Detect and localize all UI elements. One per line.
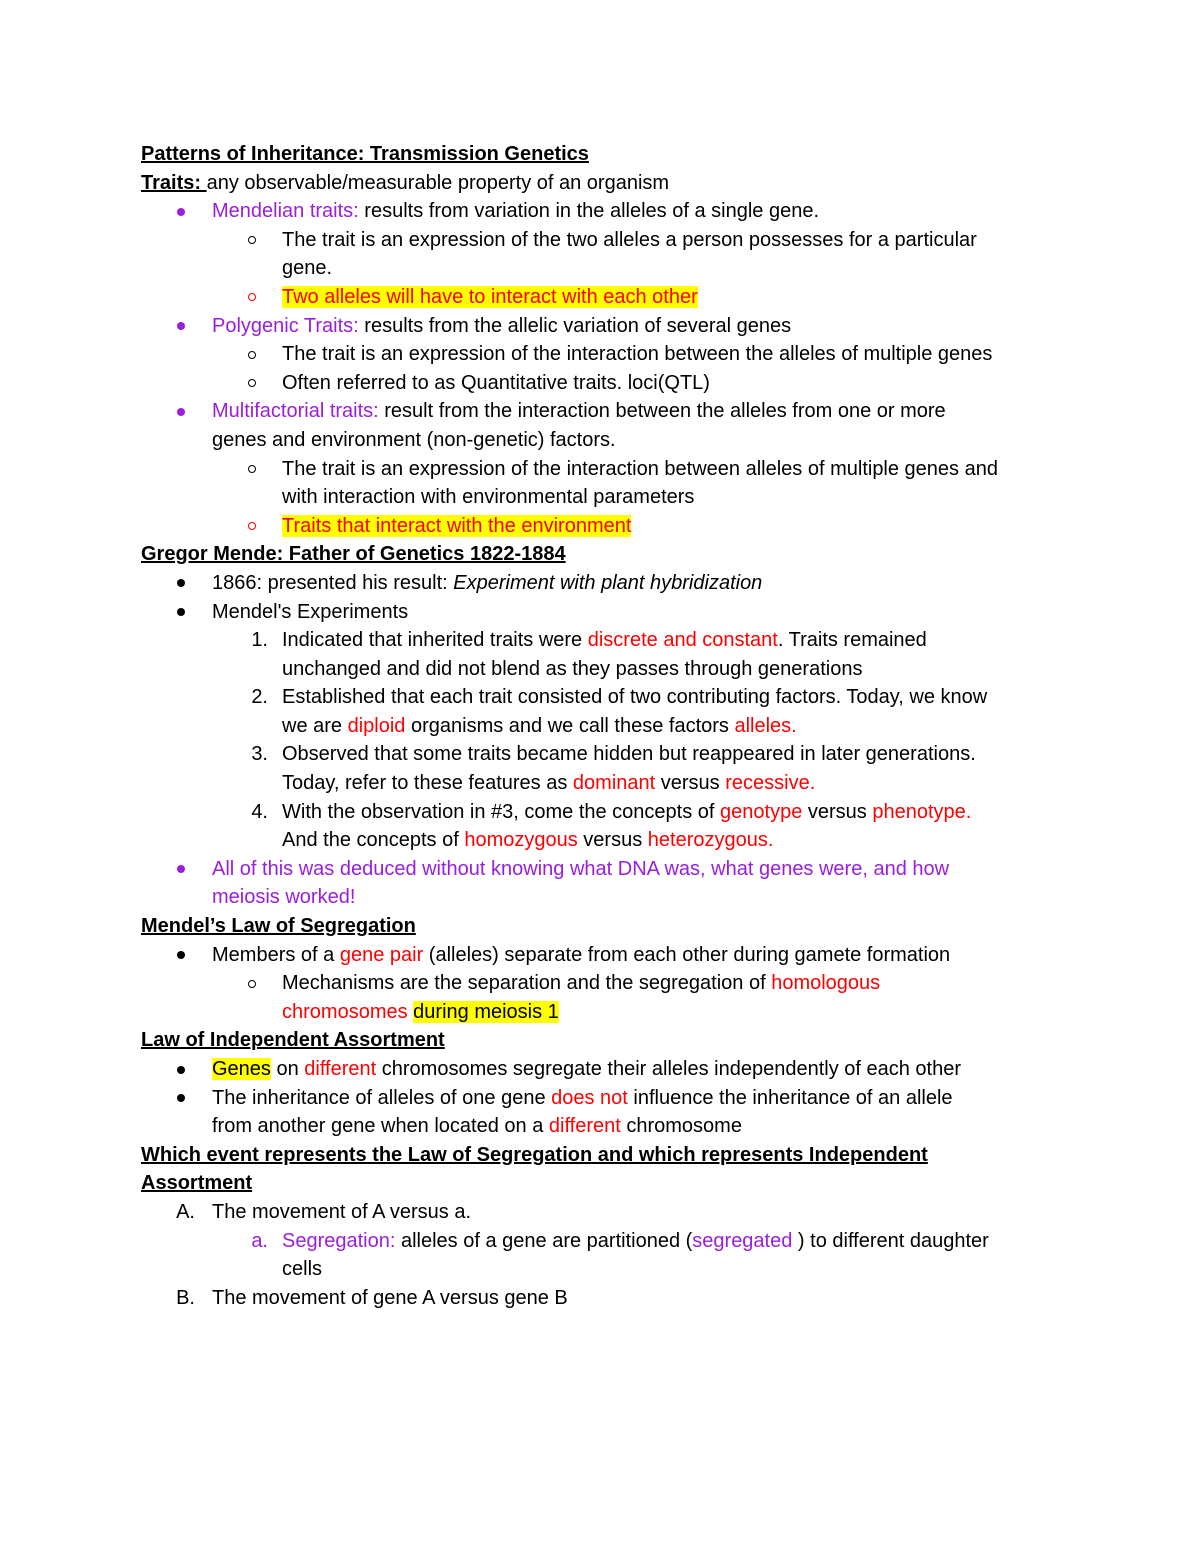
- bullet-icon: [177, 408, 185, 416]
- multifactorial-label: Multifactorial traits:: [212, 400, 379, 423]
- n2-cont: we are: [282, 714, 348, 737]
- lettered-item-continuation: [141, 1255, 1061, 1284]
- list-item: [141, 941, 1061, 970]
- circle-bullet-icon: [248, 465, 256, 473]
- mendel-b1-italic: Experiment with plant hybridization: [453, 571, 763, 594]
- list-item-continuation: [141, 426, 1061, 455]
- answer-text: alleles of a gene are partitioned (: [395, 1229, 693, 1252]
- traits-def: any observable/measurable property of an organism: [206, 171, 670, 194]
- circle-bullet-icon: [248, 351, 256, 359]
- item-letter: a.: [251, 1229, 268, 1252]
- lettered-item: [141, 1198, 1061, 1227]
- traits-label: Traits:: [141, 171, 207, 194]
- circle-bullet-icon: [248, 293, 256, 301]
- section-heading: [141, 540, 1061, 569]
- numbered-item-continuation: [141, 655, 1061, 684]
- circle-bullet-icon: [248, 522, 256, 530]
- ind-b2-cont-end: chromosome: [620, 1115, 742, 1138]
- n4-red-homozygous: homozygous: [464, 829, 578, 852]
- n2-text: Established that each trait consisted of two contributing factors. Today, we know: [282, 686, 988, 709]
- n4-red-phenotype: phenotype.: [872, 800, 972, 823]
- ind-b1-on: on: [270, 1058, 305, 1080]
- circle-bullet-icon: [248, 980, 256, 988]
- list-item: [141, 855, 1061, 884]
- item-letter: A.: [176, 1200, 195, 1223]
- mendelian-sub1: The trait is an expression of the two alleles a person possesses for a particular: [282, 228, 977, 251]
- numbered-item: [141, 626, 1061, 655]
- circle-bullet-icon: [248, 236, 256, 244]
- bullet-icon: [177, 1094, 185, 1102]
- page-title: Patterns of Inheritance: Transmission Genetics: [141, 143, 589, 165]
- list-item: [141, 1055, 1061, 1084]
- seg-s1-highlight: during meiosis 1: [413, 1000, 559, 1023]
- bullet-icon: [177, 951, 185, 959]
- polygenic-sub2: Often referred to as Quantitative traits. loci(QTL): [282, 371, 710, 394]
- n1-text-end: . Traits remained: [777, 629, 927, 652]
- polygenic-sub1: The trait is an expression of the interaction between the alleles of multiple genes: [282, 343, 993, 366]
- item-letter: B.: [176, 1286, 195, 1309]
- item-number: 2.: [251, 686, 268, 709]
- ind-b2-cont: from another gene when located on a: [212, 1115, 549, 1138]
- n3-cont: Today, refer to these features as: [282, 772, 573, 795]
- seg-b1-text-end: (alleles) separate from each other during gamete formation: [423, 943, 951, 966]
- mendelian-sub1-cont: gene.: [282, 257, 333, 280]
- lettered-item: [141, 1227, 1061, 1256]
- list-item: [141, 197, 1061, 226]
- n4-red-genotype: genotype: [720, 800, 803, 823]
- numbered-item-continuation: [141, 769, 1061, 798]
- list-item: [141, 598, 1061, 627]
- n1-text: Indicated that inherited traits were: [282, 629, 588, 652]
- polygenic-text: results from the allelic variation of several genes: [358, 314, 792, 337]
- independent-heading: Law of Independent Assortment: [141, 1029, 445, 1052]
- answer-cont: cells: [282, 1258, 323, 1281]
- ind-b2-red: does not: [551, 1086, 628, 1109]
- numbered-item: [141, 683, 1061, 712]
- list-item-continuation: [141, 483, 1061, 512]
- mendel-note-cont: meiosis worked!: [212, 886, 356, 909]
- numbered-item-continuation: [141, 826, 1061, 855]
- segregation-label: Segregation:: [282, 1229, 396, 1252]
- list-item-continuation: [141, 998, 1061, 1027]
- traits-definition: [141, 169, 1061, 198]
- seg-b1-red: gene pair: [339, 943, 424, 966]
- bullet-icon: [177, 579, 185, 587]
- numbered-item: [141, 798, 1061, 827]
- section-heading: [141, 1026, 1061, 1055]
- list-item: [141, 369, 1061, 398]
- n4-cont-mid: versus: [577, 829, 648, 852]
- list-item: [141, 969, 1061, 998]
- list-item-continuation: [141, 1112, 1061, 1141]
- n4-red-heterozygous: heterozygous.: [647, 829, 774, 852]
- seg-s1-red-cont: chromosomes: [282, 1000, 408, 1023]
- mendel-b2-text: Mendel's Experiments: [212, 600, 409, 623]
- answer-text-end: ) to different daughter: [797, 1229, 989, 1252]
- bullet-icon: [177, 1066, 185, 1074]
- seg-b1-text: Members of a: [212, 943, 340, 966]
- document-body: [141, 140, 1061, 1312]
- multifactorial-text: result from the interaction between the alleles from one or more: [378, 400, 946, 423]
- list-item-continuation: [141, 254, 1061, 283]
- n3-red-dominant: dominant: [572, 772, 656, 795]
- item-number: 4.: [251, 800, 268, 823]
- ind-b1-red: different: [304, 1058, 377, 1080]
- answer-purple: segregated: [692, 1229, 798, 1252]
- question-a-text: The movement of A versus a.: [212, 1200, 472, 1223]
- bullet-icon: [177, 865, 185, 873]
- list-item: [141, 397, 1061, 426]
- ind-b2-text: The inheritance of alleles of one gene: [212, 1086, 552, 1109]
- n3-cont-mid: versus: [655, 772, 726, 795]
- numbered-item: [141, 740, 1061, 769]
- numbered-item-continuation: [141, 712, 1061, 741]
- list-item: [141, 569, 1061, 598]
- multifactorial-sub1: The trait is an expression of the interaction between alleles of multiple genes and: [282, 457, 998, 480]
- question-heading: Which event represents the Law of Segregation and which represents Independent: [141, 1143, 928, 1166]
- list-item: [141, 283, 1061, 312]
- n2-red-alleles: alleles.: [734, 714, 797, 737]
- list-item: [141, 312, 1061, 341]
- list-item: [141, 512, 1061, 541]
- mendel-note: All of this was deduced without knowing what DNA was, what genes were, and how: [212, 857, 950, 880]
- question-heading-cont: Assortment: [141, 1172, 253, 1195]
- n2-red-diploid: diploid: [347, 714, 406, 737]
- n1-red: discrete and constant: [587, 629, 778, 652]
- ind-b2-cont-red: different: [548, 1115, 621, 1138]
- lettered-item: [141, 1284, 1061, 1313]
- seg-s1-red: homologous: [771, 972, 881, 995]
- list-item: [141, 340, 1061, 369]
- list-item: [141, 455, 1061, 484]
- n4-cont: And the concepts of: [282, 829, 465, 852]
- mendelian-label: Mendelian traits:: [212, 200, 359, 223]
- bullet-icon: [177, 608, 185, 616]
- item-number: 3.: [251, 743, 268, 766]
- mendelian-text: results from variation in the alleles of a single gene.: [358, 200, 819, 223]
- mendelian-sub2: Two alleles will have to interact with each other: [282, 285, 698, 308]
- ind-b2-text-end: influence the inheritance of an allele: [627, 1086, 953, 1109]
- multifactorial-sub1-cont: with interaction with environmental parameters: [282, 486, 695, 509]
- section-heading-continuation: [141, 1169, 1061, 1198]
- seg-s1-text: Mechanisms are the separation and the segregation of: [282, 972, 772, 995]
- list-item-continuation: [141, 883, 1061, 912]
- n4-text: With the observation in #3, come the concepts of: [282, 800, 721, 823]
- mendel-heading: Gregor Mende: Father of Genetics 1822-1884: [141, 543, 566, 566]
- section-heading: [141, 1141, 1061, 1170]
- multifactorial-text-cont: genes and environment (non-genetic) factors.: [212, 428, 616, 451]
- item-number: 1.: [251, 629, 268, 652]
- segregation-heading: Mendel’s Law of Segregation: [141, 915, 416, 938]
- bullet-icon: [177, 322, 185, 330]
- multifactorial-sub2: Traits that interact with the environment: [282, 514, 632, 537]
- ind-b1-text-end: chromosomes segregate their alleles independently of each other: [376, 1058, 961, 1080]
- n2-cont-mid: organisms and we call these factors: [405, 714, 735, 737]
- list-item: [141, 1084, 1061, 1113]
- polygenic-label: Polygenic Traits:: [212, 314, 359, 337]
- circle-bullet-icon: [248, 379, 256, 387]
- bullet-icon: [177, 208, 185, 216]
- n4-text-mid: versus: [802, 800, 873, 823]
- n3-text: Observed that some traits became hidden but reappeared in later generations.: [282, 743, 976, 766]
- n1-cont: unchanged and did not blend as they passes through generations: [282, 657, 863, 680]
- section-heading: [141, 912, 1061, 941]
- title-line: [141, 140, 1061, 169]
- n3-red-recessive: recessive.: [725, 772, 816, 795]
- list-item: [141, 226, 1061, 255]
- mendel-b1-text: 1866: presented his result:: [212, 571, 454, 594]
- ind-b1-genes: Genes: [212, 1058, 271, 1080]
- question-b-text: The movement of gene A versus gene B: [212, 1286, 568, 1309]
